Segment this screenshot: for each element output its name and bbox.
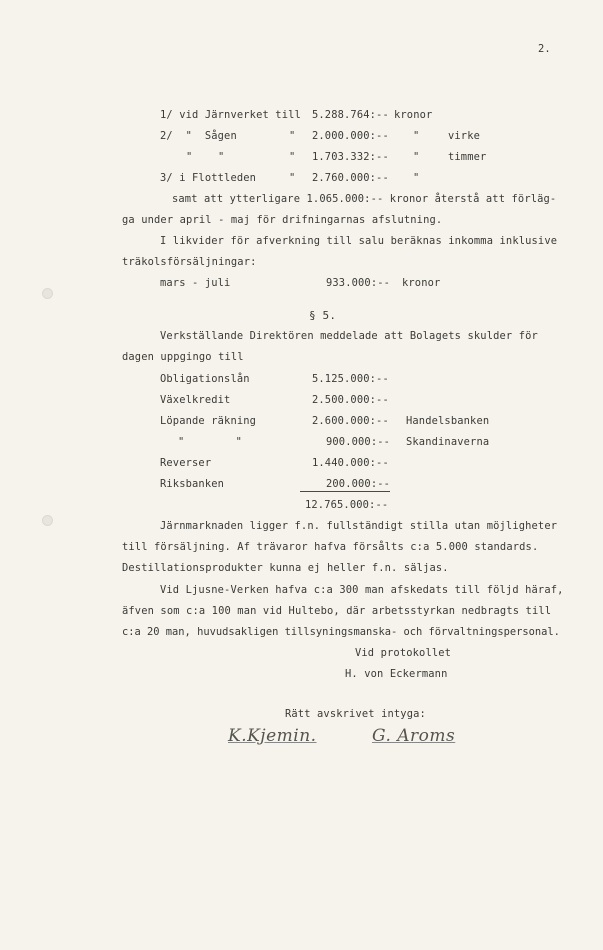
punch-hole — [42, 288, 53, 299]
signature: G. Aroms — [372, 726, 456, 746]
attestation-label: Rätt avskrivet intyga: — [285, 708, 426, 720]
sum-rule — [300, 491, 390, 492]
debts-total: 12.765.000:-- — [305, 499, 389, 511]
minutes-signer: H. von Eckermann — [345, 668, 448, 680]
page-number: 2. — [538, 43, 551, 55]
punch-hole — [42, 515, 53, 526]
signature: K.Kjemin. — [228, 726, 317, 746]
document-page: 2. 1/ vid Järnverket till 5.288.764:-- kronor 2/ " Sågen " 2.000.000:-- " virke " " " 1.703.332:-- " timmer 3/ i Flottleden " 2.760.000:-- " samt att ytterligare 1.065.000:-- kronor återstå att förläg- ga under april - maj för drifningarnas afslutning. I likvider för afverkning till salu beräknas inkomma inklusive träkolsförsäljningar: mars - juli 933.000:-- kronor § 5. Verkställande Direktören meddelade att Bolagets skulder för dagen uppgingo till Obligationslån 5.125.000:-- Växelkredit 2.500.000:-- Löpande räkning 2.600.000:-- Handelsbanken " " 900.000:-- Skandinaverna Reverser 1.440.000:-- Riksbanken 200.000:-- 12.765.000:-- Järnmarknaden ligger f.n. fullständigt stilla utan möjligheter till försäljning. Af trävaror hafva försålts c:a 5.000 standards. Destillationsprodukter kunna ej heller f.n. säljas. Vid Ljusne-Verken hafva c:a 300 man afskedats till följd häraf, äfven som c:a 100 man vid Hultebo, där arbetsstyrkan nedbragts till c:a 20 man, huvudsakligen tillsyningsmanska- och förvaltningspersonal. Vid protokollet H. von Eckermann Rätt avskrivet intyga: K.Kjemin. G. Aroms — [0, 0, 603, 950]
section-heading: § 5. — [309, 309, 337, 322]
minutes-label: Vid protokollet — [355, 647, 452, 659]
